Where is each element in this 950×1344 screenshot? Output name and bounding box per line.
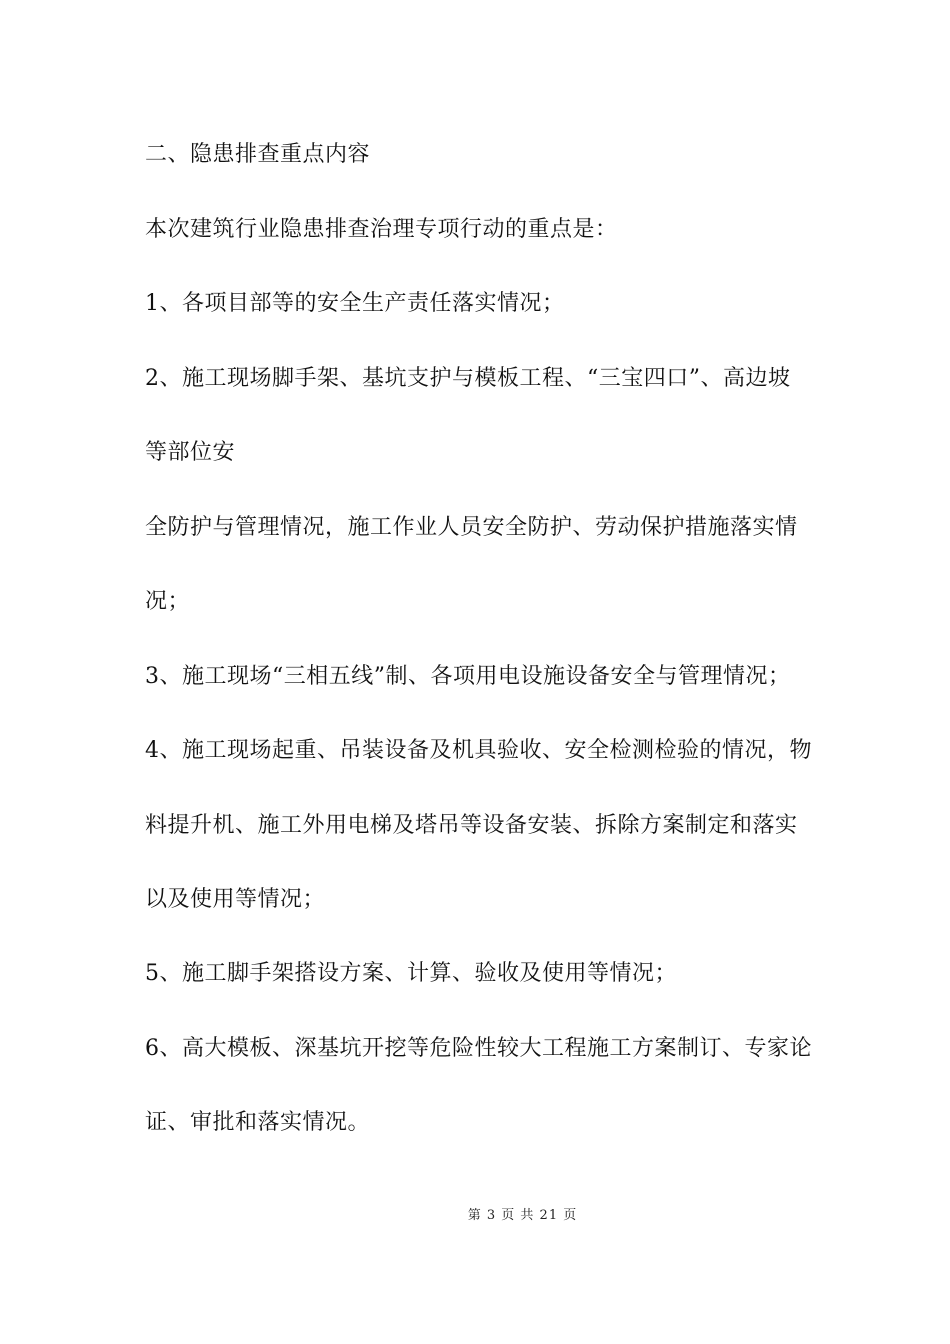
list-item-1: 1、各项目部等的安全生产责任落实情况； — [145, 291, 565, 316]
list-item-2-cont: 全防护与管理情况，施工作业人员安全防护、劳动保护措施落实情 — [145, 515, 798, 540]
list-item-2-cont: 况； — [145, 589, 191, 614]
list-item-6: 6、高大模板、深基坑开挖等危险性较大工程施工方案制订、专家论 — [145, 1036, 812, 1061]
list-item-4-cont: 料提升机、施工外用电梯及塔吊等设备安装、拆除方案制定和落实 — [145, 813, 798, 838]
paragraph-line: 本次建筑行业隐患排查治理专项行动的重点是： — [145, 217, 618, 242]
page-number-footer: 第 3 页 共 21 页 — [467, 1208, 578, 1223]
list-item-3: 3、施工现场“三相五线”制、各项用电设施设备安全与管理情况； — [145, 664, 791, 689]
list-item-2-cont: 等部位安 — [145, 440, 236, 465]
list-item-2: 2、施工现场脚手架、基坑支护与模板工程、“三宝四口”、高边坡 — [145, 366, 791, 391]
list-item-5: 5、施工脚手架搭设方案、计算、验收及使用等情况； — [145, 961, 677, 986]
list-item-4: 4、施工现场起重、吊装设备及机具验收、安全检测检验的情况，物 — [145, 738, 812, 763]
section-heading: 二、隐患排查重点内容 — [145, 142, 371, 167]
list-item-6-cont: 证、审批和落实情况。 — [145, 1110, 371, 1135]
list-item-4-cont: 以及使用等情况； — [145, 887, 326, 912]
